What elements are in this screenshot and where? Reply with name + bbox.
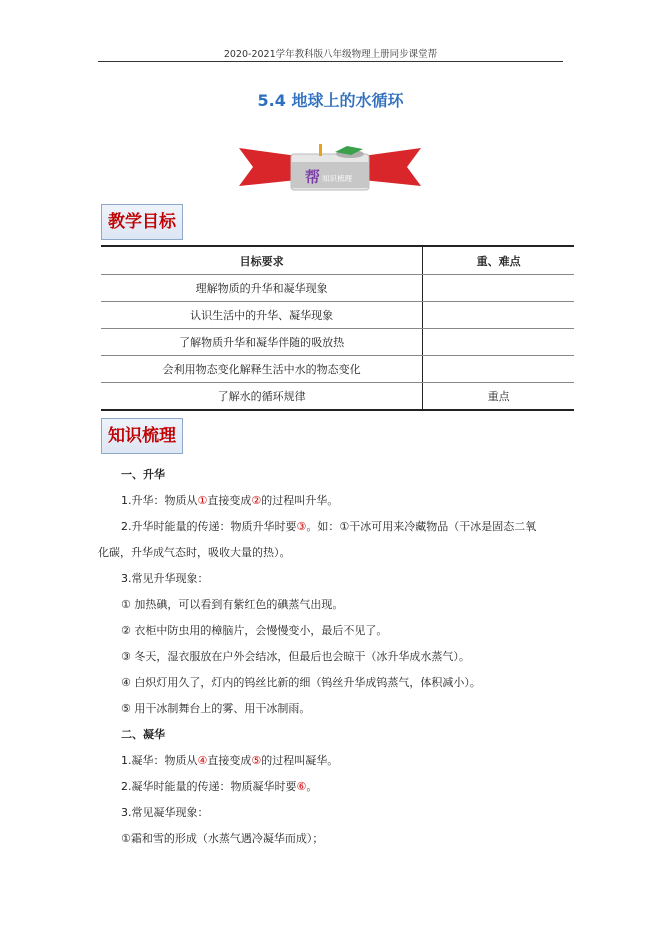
table-header-row — [101, 246, 574, 275]
sublimation-definition: 1.升华：物质从①直接变成②的过程叫升华。 — [121, 494, 339, 507]
banner-ribbon-left — [239, 148, 297, 186]
page-title: 5.4 地球上的水循环 — [257, 91, 404, 110]
table-row — [101, 275, 574, 302]
blank-marker: ② — [251, 494, 262, 507]
sublimation-example: ③ 冬天，湿衣服放在户外会结冰，但最后也会晾干（冰升华成水蒸气）。 — [121, 650, 470, 663]
sublimation-examples-heading: 3.常见升华现象： — [121, 572, 209, 585]
difficulty-cell — [423, 275, 574, 302]
goal-cell: 了解物质升华和凝华伴随的吸放热 — [101, 329, 423, 356]
blank-marker: ⑥ — [296, 780, 307, 793]
deposition-example: ①霜和雪的形成（水蒸气遇冷凝华而成）； — [121, 832, 324, 845]
deposition-energy: 2.凝华时能量的传递：物质凝华时要⑥。 — [121, 780, 318, 793]
deposition-definition: 1.凝华：物质从④直接变成⑤的过程叫凝华。 — [121, 754, 339, 767]
page-header: 2020-2021学年教科版八年级物理上册同步课堂帮 — [223, 49, 438, 60]
difficulty-cell — [423, 329, 574, 356]
table-header-cell: 目标要求 — [101, 246, 423, 275]
banner-ribbon-right — [363, 148, 421, 186]
deposition-examples-heading: 3.常见凝华现象： — [121, 806, 209, 819]
sublimation-energy-cont: 化碳，升华成气态时，吸收大量的热）。 — [98, 546, 291, 559]
sublimation-example: ⑤ 用干冰制舞台上的雾、用干冰制雨。 — [121, 702, 311, 715]
difficulty-cell: 重点 — [423, 383, 574, 411]
pencil-icon — [319, 144, 322, 156]
sublimation-example: ① 加热碘，可以看到有紫红色的碘蒸气出现。 — [121, 598, 344, 611]
blank-marker: ⑤ — [251, 754, 262, 767]
header-divider — [98, 61, 563, 62]
goal-cell: 了解水的循环规律 — [101, 383, 423, 411]
table-header-cell: 重、难点 — [423, 246, 574, 275]
sublimation-energy: 2.升华时能量的传递：物质升华时要③。如：①干冰可用来冷藏物品（干冰是固态二氧 — [121, 520, 537, 533]
table-row — [101, 302, 574, 329]
goal-cell: 认识生活中的升华、凝华现象 — [101, 302, 423, 329]
goal-cell: 会利用物态变化解释生活中水的物态变化 — [101, 356, 423, 383]
blank-marker: ③ — [296, 520, 307, 533]
sublimation-example: ④ 白炽灯用久了，灯内的钨丝比新的细（钨丝升华成钨蒸气，体积减小）。 — [121, 676, 481, 689]
banner-label: 知识梳理 — [322, 174, 352, 183]
sublimation-heading: 一、升华 — [121, 468, 165, 481]
table-row — [101, 383, 574, 411]
section-banner — [239, 140, 421, 192]
section-knowledge-heading: 知识梳理 — [101, 418, 183, 454]
blank-marker: ① — [197, 494, 208, 507]
goal-cell: 理解物质的升华和凝华现象 — [101, 275, 423, 302]
deposition-heading: 二、凝华 — [121, 728, 165, 741]
difficulty-cell — [423, 302, 574, 329]
banner-char: 帮 — [305, 168, 321, 186]
table-row — [101, 329, 574, 356]
difficulty-cell — [423, 356, 574, 383]
blank-marker: ④ — [197, 754, 208, 767]
sublimation-example: ② 衣柜中防虫用的樟脑片，会慢慢变小，最后不见了。 — [121, 624, 388, 637]
goals-table — [101, 245, 574, 411]
section-goals-heading: 教学目标 — [101, 204, 183, 240]
table-row — [101, 356, 574, 383]
